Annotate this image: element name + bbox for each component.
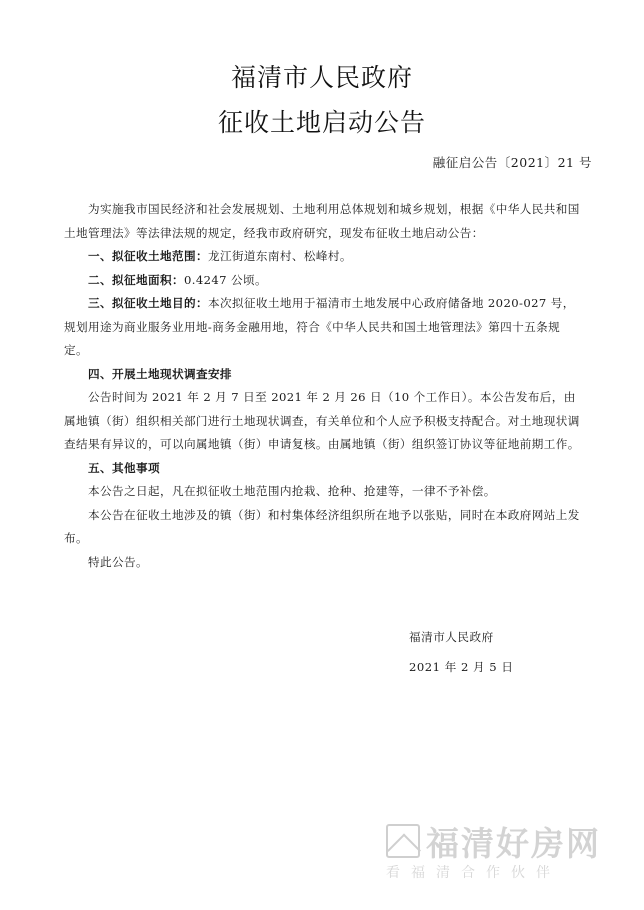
section-5-heading-line xyxy=(64,457,584,481)
title-line-1: 福清市人民政府 xyxy=(230,63,413,92)
section-5-text-1: 本公告之日起，凡在拟征收土地范围内抢栽、抢种、抢建等，一律不予补偿。 xyxy=(88,484,496,498)
issuer-name: 福清市人民政府 xyxy=(409,630,494,644)
house-logo-icon xyxy=(386,824,420,858)
section-5-heading: 五、其他事项 xyxy=(88,460,160,475)
section-3 xyxy=(64,292,584,363)
section-4-heading-line xyxy=(64,363,584,387)
signature-block xyxy=(409,622,513,682)
section-3-heading: 三、拟征收土地目的： xyxy=(88,296,208,310)
section-2-text: 0.4247 公顷。 xyxy=(183,272,267,287)
title-line-2: 征收土地启动公告 xyxy=(217,108,426,137)
watermark-name: 福清好房网 xyxy=(426,824,601,863)
section-4-heading: 四、开展土地现状调查安排 xyxy=(88,366,232,381)
watermark-slogan: 看福清合作伙伴 xyxy=(386,865,561,881)
section-1-text: 龙江街道东南村、松峰村。 xyxy=(207,249,352,263)
issue-date: 2021 年 2 月 5 日 xyxy=(409,660,514,674)
document-number: 融征启公告〔2021〕21 号 xyxy=(432,155,592,170)
watermark xyxy=(380,818,620,890)
section-1 xyxy=(64,245,584,269)
section-5-text-2: 本公告在征收土地涉及的镇（街）和村集体经济组织所在地予以张贴，同时在本政府网站上发布。 xyxy=(64,507,580,545)
section-2 xyxy=(64,269,584,293)
document-body xyxy=(64,198,584,574)
closing-text: 特此公告。 xyxy=(88,554,148,569)
intro-paragraph: 为实施我市国民经济和社会发展规划、土地利用总体规划和城乡规划，根据《中华人民共和国土地管理法》等法律法规的规定，经我市政府研究，现发布征收土地启动公告： xyxy=(64,202,580,240)
section-2-heading: 二、拟征地面积： xyxy=(88,272,184,287)
section-1-heading: 一、拟征收土地范围： xyxy=(88,249,208,263)
section-3-text: 本次拟征收土地用于福清市土地发展中心政府储备地 2020-027 号，规划用途为商业服务业用地-商务金融用地，符合《中华人民共和国土地管理法》第四十五条规定。 xyxy=(64,296,575,357)
section-4-text: 公告时间为 2021 年 2 月 7 日至 2021 年 2 月 26 日（10 个工作日）。本公告发布后，由属地镇（街）组织相关部门进行土地现状调查，有关单位和个人应予积极支持配合。对土地现状调查结果有异议的，可以向属地镇（街）申请复核。由属地镇（街）组织签订协议等征地前期工作。 xyxy=(64,390,580,451)
